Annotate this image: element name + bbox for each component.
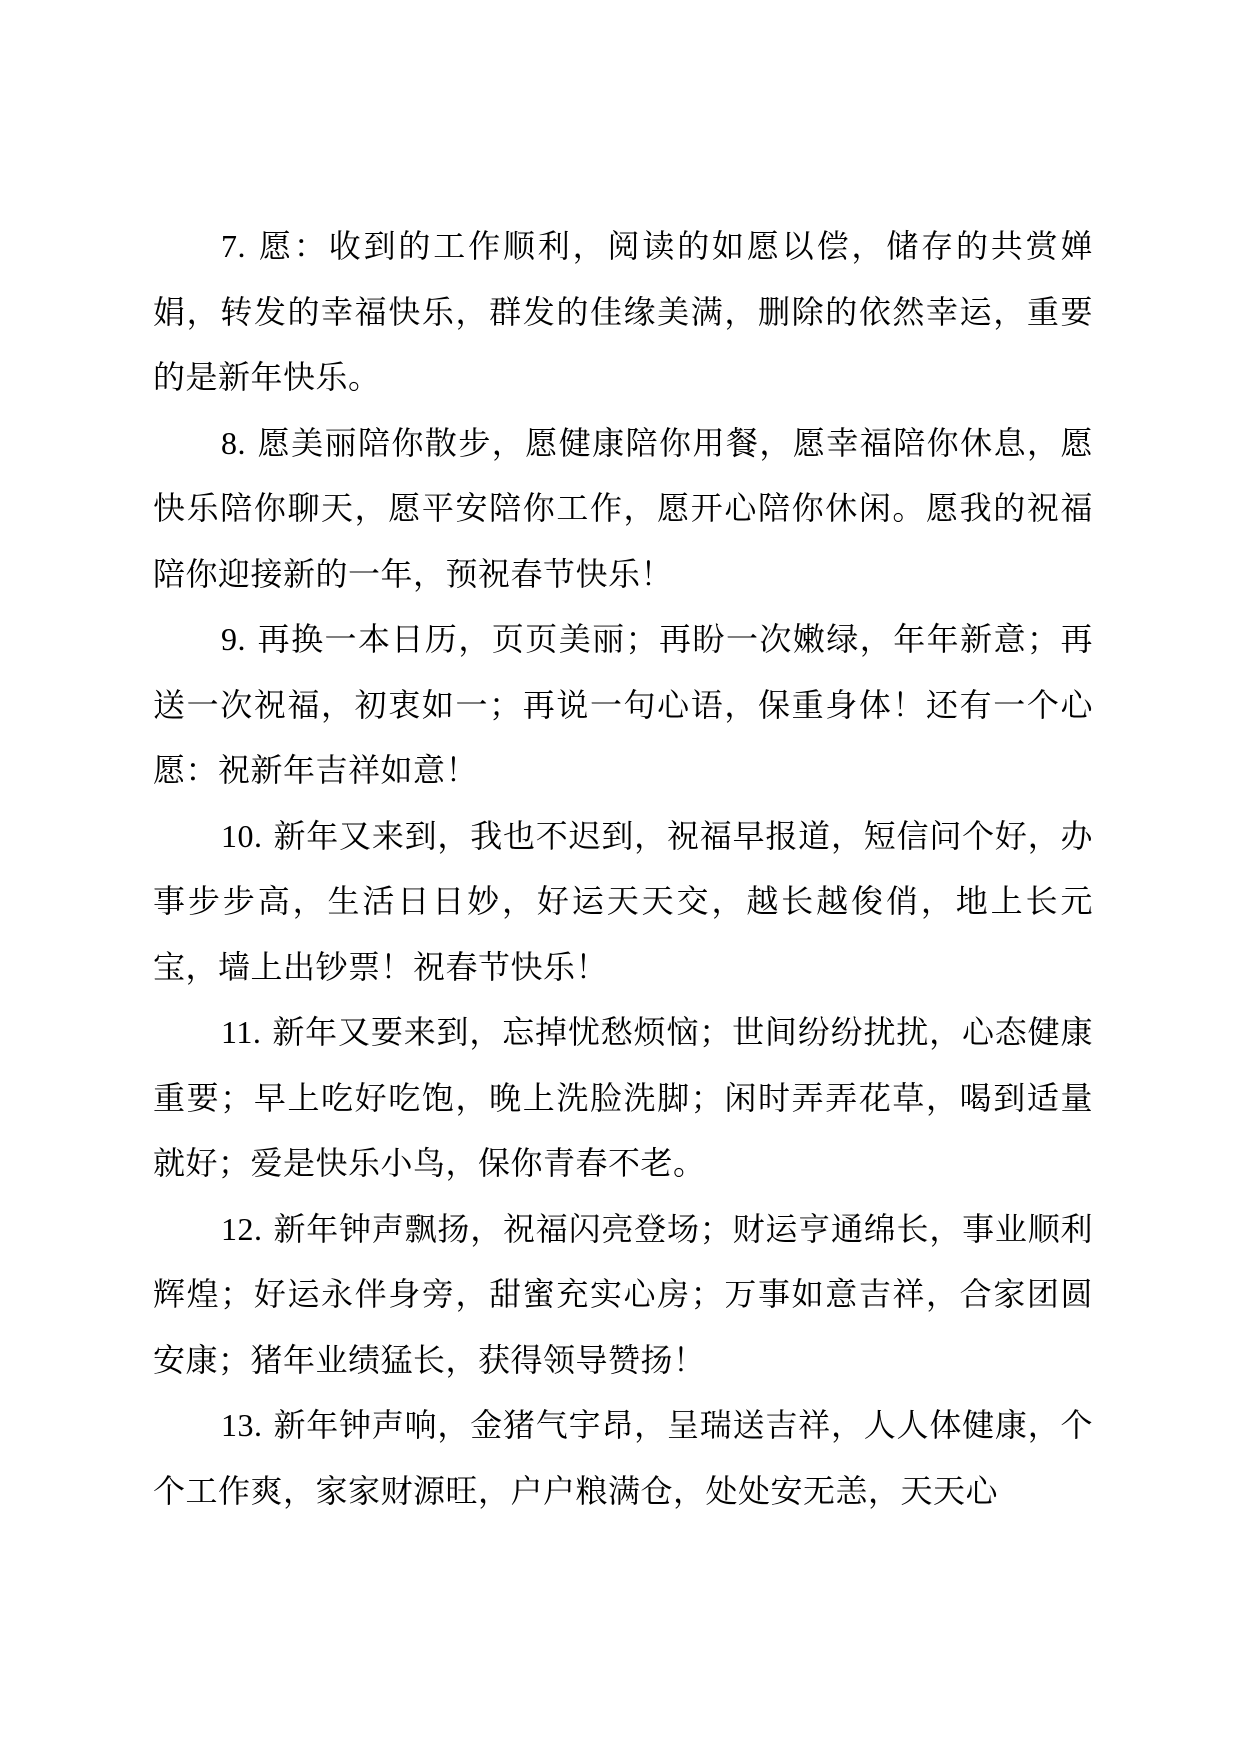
paragraph-number: 9. — [221, 621, 246, 657]
paragraph-8 — [153, 411, 1093, 608]
paragraph-12 — [153, 1197, 1093, 1394]
paragraph-11 — [153, 1000, 1093, 1197]
paragraph-text: 新年又要来到，忘掉忧愁烦恼；世间纷纷扰扰，心态健康重要；早上吃好吃饱，晚上洗脸洗脚；闲时弄弄花草，喝到适量就好；爱是快乐小鸟，保你青春不老。 — [153, 1013, 1093, 1182]
paragraph-text: 愿：收到的工作顺利，阅读的如愿以偿，储存的共赏婵娟，转发的幸福快乐，群发的佳缘美满，删除的依然幸运，重要的是新年快乐。 — [153, 227, 1093, 396]
paragraph-number: 7. — [221, 228, 246, 264]
paragraph-text: 再换一本日历，页页美丽；再盼一次嫩绿，年年新意；再送一次祝福，初衷如一；再说一句心语，保重身体！还有一个心愿：祝新年吉祥如意！ — [153, 620, 1093, 789]
paragraph-text: 新年钟声响，金猪气宇昂，呈瑞送吉祥，人人体健康，个个工作爽，家家财源旺，户户粮满仓，处处安无恙，天天心 — [153, 1406, 1093, 1510]
paragraph-10 — [153, 804, 1093, 1001]
paragraph-number: 13. — [221, 1407, 263, 1443]
paragraph-number: 10. — [221, 817, 263, 854]
paragraph-number: 8. — [221, 424, 246, 461]
paragraph-9 — [153, 607, 1093, 804]
paragraph-text: 愿美丽陪你散步，愿健康陪你用餐，愿幸福陪你休息，愿快乐陪你聊天，愿平安陪你工作，愿开心陪你休闲。愿我的祝福陪你迎接新的一年，预祝春节快乐！ — [153, 423, 1093, 593]
paragraph-13 — [153, 1393, 1093, 1524]
paragraph-7 — [153, 214, 1093, 411]
paragraph-text: 新年钟声飘扬，祝福闪亮登场；财运亨通绵长，事业顺利辉煌；好运永伴身旁，甜蜜充实心房；万事如意吉祥，合家团圆安康；猪年业绩猛长，获得领导赞扬！ — [153, 1209, 1093, 1379]
paragraph-number: 11. — [221, 1014, 262, 1050]
paragraph-number: 12. — [221, 1210, 263, 1247]
paragraph-text: 新年又来到，我也不迟到，祝福早报道，短信问个好，办事步步高，生活日日妙，好运天天交，越长越俊俏，地上长元宝，墙上出钞票！祝春节快乐！ — [153, 816, 1093, 986]
document-body — [153, 214, 1093, 1524]
